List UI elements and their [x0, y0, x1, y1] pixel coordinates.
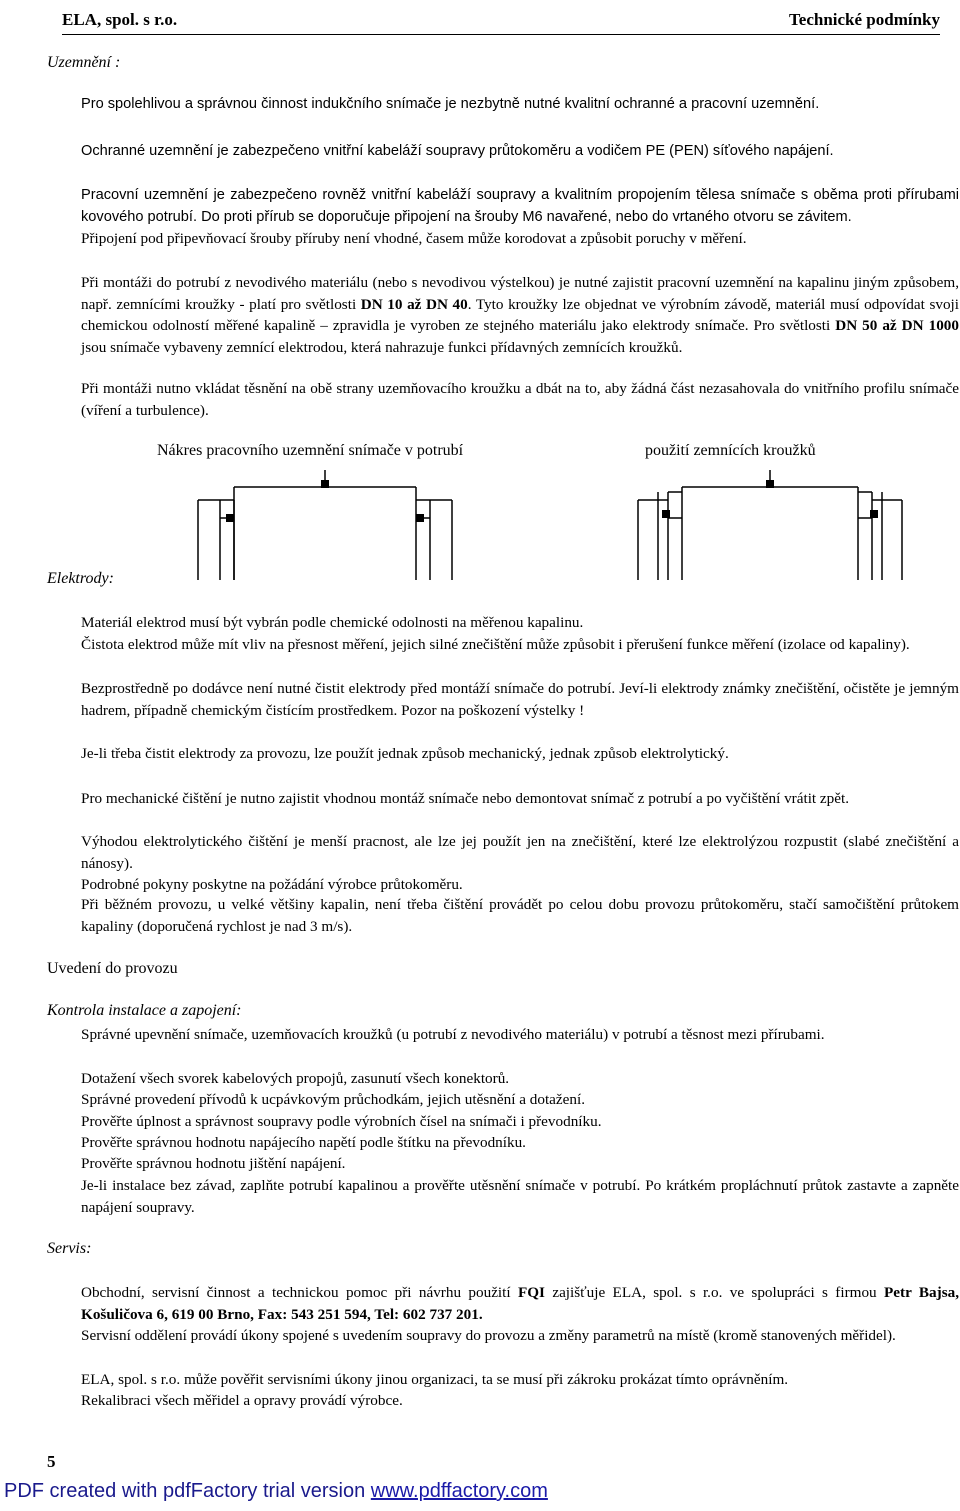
paragraph: Čistota elektrod může mít vliv na přesnost měření, jejich silné znečištění může způsobit i přerušení funkce měření (izolace od kapaliny).: [81, 636, 910, 653]
paragraph-text: zajišťuje ELA, spol. s r.o. ve spolupráci s firmou: [544, 1284, 885, 1301]
paragraph: Je-li třeba čistit elektrody za provozu, lze použít jednak způsob mechanický, jednak způsob elektrolytický.: [81, 745, 729, 762]
footer-text: PDF created with pdfFactory trial version: [4, 1480, 371, 1502]
section-heading-kontrola: Kontrola instalace a zapojení:: [47, 1002, 242, 1019]
paragraph: Podrobné pokyny poskytne na požádání výrobce průtokoměru.: [81, 876, 463, 893]
paragraph: Servisní oddělení provádí úkony spojené s uvedením soupravy do provozu a změny parametrů na místě (kromě stanovených měřidel).: [81, 1327, 896, 1344]
dn-range-small: DN 10 až DN 40: [360, 295, 468, 313]
paragraph: Pro spolehlivou a správnou činnost indukčního snímače je nezbytně nutné kvalitní ochranné a pracovní uzemnění.: [81, 96, 820, 112]
section-heading-elektrody: Elektrody:: [47, 570, 114, 587]
paragraph: Připojení pod připevňovací šrouby příruby není vhodné, časem může korodovat a způsobit poruchy v měření.: [81, 230, 747, 247]
paragraph-text: Při montáži do potrubí z nevodivého materiálu (nebo s nevodivou výstelkou) je nutné zajistit pracovní uzemnění na kapalinu jiným způsobem, např. zemnícími kroužky - platí pro světlosti: [81, 274, 959, 313]
section-heading-servis: Servis:: [47, 1240, 92, 1257]
paragraph: Při montáži nutno vkládat těsnění na obě strany uzemňovacího kroužku a dbát na to, aby žádná část nezasahovala do vnitřního profilu snímače (víření a turbulence).: [81, 380, 959, 419]
paragraph: Správné upevnění snímače, uzemňovacích kroužků (u potrubí z nevodivého materiálu) v potrubí a těsnost mezi přírubami.: [81, 1026, 825, 1043]
paragraph-text: Do proti přírub se doporučuje připojení na šrouby M6 navařené, nebo do vrtaného otvoru se závitem.: [201, 208, 852, 225]
paragraph: [81, 272, 959, 358]
grounding-diagram: [190, 470, 460, 580]
partner-contact: Petr Bajsa, Košuličova 6, 619 00 Brno, Fax: 543 251 594, Tel: 602 737 201.: [81, 1284, 959, 1323]
paragraph: Správné provedení přívodů k ucpávkovým průchodkám, jejich utěsnění a dotažení.: [81, 1091, 585, 1108]
paragraph-text: jsou snímače vybaveny zemnící elektrodou, která nahrazuje funkci přídavných zemnících kroužků.: [81, 338, 683, 356]
paragraph-text: Pracovní uzemnění je zabezpečeno rovněž vnitřní kabeláží soupravy a kvalitním propojením tělesa snímače s oběma proti přírubami kovového potrubí.: [81, 187, 959, 225]
paragraph: Prověřte správnou hodnotu napájecího napětí podle štítku na převodníku.: [81, 1134, 526, 1151]
paragraph: Prověřte úplnost a správnost soupravy podle výrobních čísel na snímači i převodníku.: [81, 1113, 602, 1130]
grounding-rings-diagram: [630, 470, 910, 580]
paragraph: Je-li instalace bez závad, zaplňte potrubí kapalinou a prověřte utěsnění snímače v potrubí. Po krátkém propláchnutí průtok zastavte a zapněte napájení soupravy.: [81, 1177, 959, 1216]
paragraph: [81, 1282, 959, 1325]
paragraph: Rekalibraci všech měřidel a opravy provádí výrobce.: [81, 1392, 403, 1409]
section-heading-uvedeni: Uvedení do provozu: [47, 960, 178, 977]
page-number: 5: [47, 1452, 56, 1471]
paragraph-text: . Tyto kroužky lze objednat ve výrobním závodě, materiál musí odpovídat svoji chemickou odolností měřené kapalině – zpravidla je vyroben ze stejného materiálu jako elektrody snímače. Pro světlosti: [81, 295, 959, 335]
paragraph: Dotažení všech svorek kabelových propojů, zasunutí všech konektorů.: [81, 1070, 510, 1087]
figure-caption-left: Nákres pracovního uzemnění snímače v potrubí: [157, 442, 464, 459]
footer-link[interactable]: www.pdffactory.com: [370, 1480, 548, 1502]
page-header: [62, 8, 940, 35]
dn-range-large: DN 50 až DN 1000: [835, 317, 959, 335]
paragraph: ELA, spol. s r.o. může pověřit servisními úkony jinou organizaci, ta se musí při zákroku prokázat tímto oprávněním.: [81, 1371, 789, 1388]
paragraph: [81, 185, 959, 228]
figure-caption-right: použití zemnících kroužků: [645, 442, 816, 459]
paragraph: Prověřte správnou hodnotu jištění napájení.: [81, 1155, 346, 1172]
paragraph: Výhodou elektrolytického čištění je menší pracnost, ale lze jej použít jen na znečištění, které lze elektrolýzou rozpustit (slabé znečištění a nánosy).: [81, 833, 959, 872]
paragraph-text: Obchodní, servisní činnost a technickou pomoc při návrhu použití: [81, 1284, 518, 1301]
document-title: Technické podmínky: [789, 10, 940, 29]
paragraph: Při běžném provozu, u velké většiny kapalin, není třeba čištění provádět po celou dobu provozu průtokoměru, stačí samočištění průtokem kapaliny (doporučená rychlost je nad 3 m/s).: [81, 896, 959, 935]
paragraph: Materiál elektrod musí být vybrán podle chemické odolnosti na měřenou kapalinu.: [81, 614, 584, 631]
product-name: FQI: [517, 1284, 545, 1301]
company-name: ELA, spol. s r.o.: [62, 10, 178, 29]
paragraph: Ochranné uzemnění je zabezpečeno vnitřní kabeláží soupravy průtokoměru a vodičem PE (PEN) síťového napájení.: [81, 143, 834, 159]
paragraph: Bezprostředně po dodávce není nutné čistit elektrody před montáží snímače do potrubí. Jeví-li elektrody známky znečištění, očistěte je jemným hadrem, případně chemickým čistícím prostředkem. Pozor na poškození výstelky !: [81, 680, 959, 719]
section-heading-uzemneni: Uzemnění :: [47, 54, 121, 71]
pdf-footer: [4, 1480, 548, 1503]
paragraph: Pro mechanické čištění je nutno zajistit vhodnou montáž snímače nebo demontovat snímač z potrubí a po vyčištění vrátit zpět.: [81, 790, 850, 807]
